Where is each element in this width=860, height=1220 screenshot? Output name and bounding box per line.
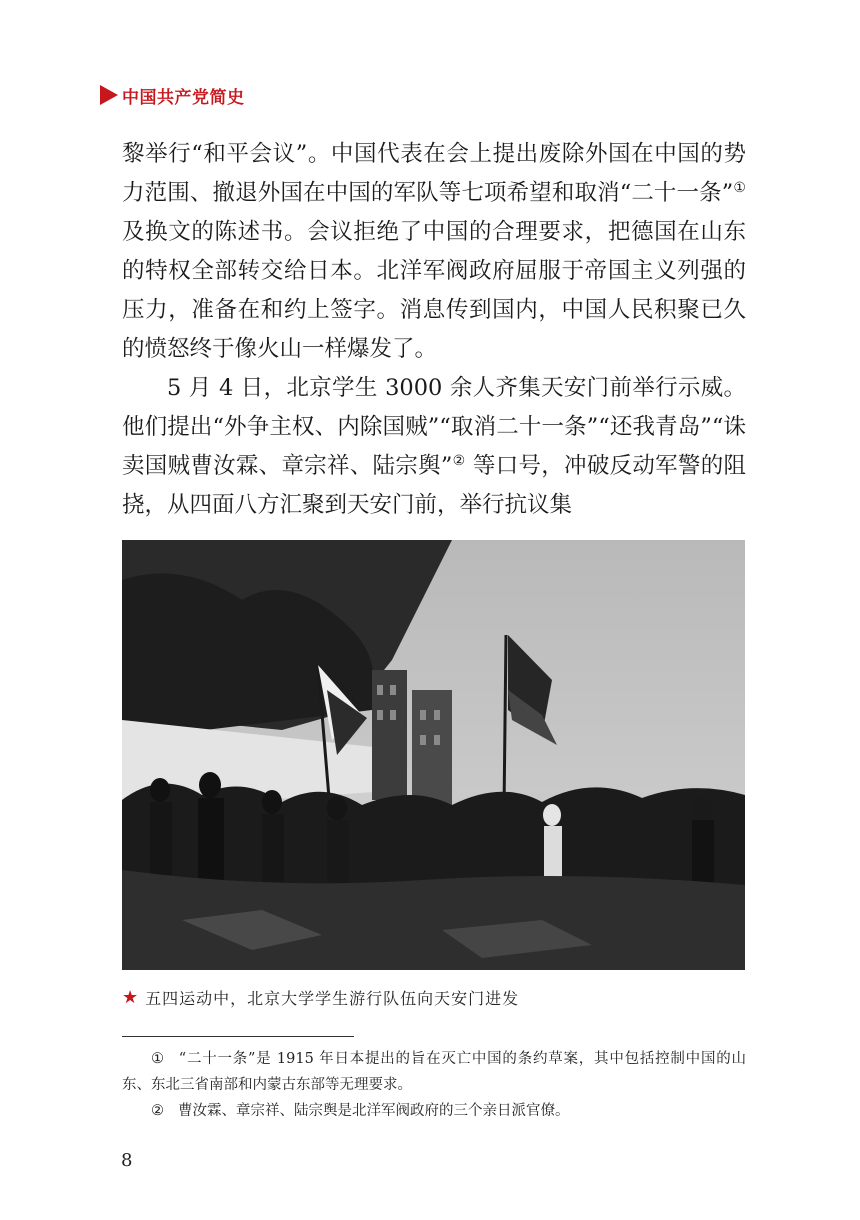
paragraph-2-text: 5 月 4 日，北京学生 3000 余人齐集天安门前举行示威。他们提出“外争主权、内除国贼”“取消二十一条”“还我青岛”“诛卖国贼曹汝霖、章宗祥、陆宗舆”: [122, 375, 746, 479]
star-icon: ★: [122, 987, 140, 1008]
paragraph-1: [122, 135, 746, 369]
paragraph-2: [122, 369, 746, 525]
photo-caption: [122, 986, 519, 1009]
page-number: 8: [121, 1150, 133, 1171]
paragraph-1-text: 黎举行“和平会议”。中国代表在会上提出废除外国在中国的势力范围、撤退外国在中国的军队等七项希望和取消“二十一条”: [122, 141, 746, 206]
footnote-ref-1[interactable]: ①: [733, 180, 746, 196]
running-header: [100, 82, 245, 108]
footnote-marker: ②: [151, 1103, 164, 1119]
triangle-right-icon: [100, 85, 118, 105]
footnote-ref-2[interactable]: ②: [452, 453, 466, 469]
caption-text: 五四运动中，北京大学学生游行队伍向天安门进发: [145, 989, 520, 1008]
historical-photo: [122, 540, 745, 970]
footnote-divider: [122, 1036, 354, 1037]
footnotes: [122, 1046, 746, 1124]
photo-illustration: [122, 540, 745, 970]
body-text: [122, 135, 746, 525]
footnote-marker: ①: [151, 1051, 165, 1067]
footnote-1: [122, 1046, 746, 1098]
footnote-2: [122, 1098, 746, 1124]
paragraph-1-continued: 及换文的陈述书。会议拒绝了中国的合理要求，把德国在山东的特权全部转交给日本。北洋军阀政府屈服于帝国主义列强的压力，准备在和约上签字。消息传到国内，中国人民积聚已久的愤怒终于像火山一样爆发了。: [122, 219, 746, 362]
book-title: 中国共产党简史: [122, 87, 245, 108]
paragraph-2-continued: 等口号，冲破反动军警的阻挠，从四面八方汇聚到天安门前，举行抗议集: [122, 453, 746, 518]
footnote-text: 曹汝霖、章宗祥、陆宗舆是北洋军阀政府的三个亲日派官僚。: [178, 1103, 570, 1119]
footnote-text: “二十一条”是 1915 年日本提出的旨在灭亡中国的条约草案，其中包括控制中国的山东、东北三省南部和内蒙古东部等无理要求。: [122, 1051, 746, 1093]
